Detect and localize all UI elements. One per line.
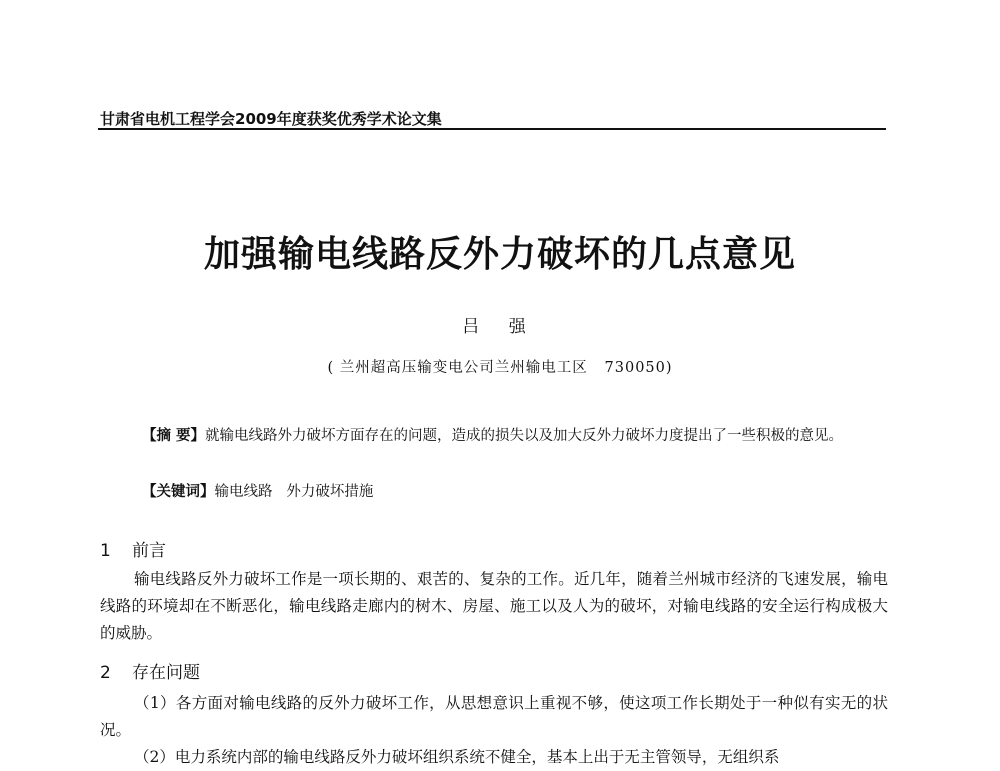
paragraph: 输电线路反外力破坏工作是一项长期的、艰苦的、复杂的工作。近几年，随着兰州城市经济的飞速发展，输电线路的环境却在不断恶化，输电线路走廊内的树木、房屋、施工以及人为的破坏，对输电线路的安全运行构成极大的威胁。 — [100, 570, 888, 642]
header-rule — [98, 128, 886, 130]
abstract-text: 就输电线路外力破坏方面存在的问题，造成的损失以及加大反外力破坏力度提出了一些积极的意见。 — [205, 428, 844, 444]
affiliation: ( 兰州超高压输变电公司兰州输电工区 730050) — [327, 360, 673, 376]
section-number: 1 — [100, 541, 111, 561]
section-heading — [100, 658, 200, 683]
section-heading — [100, 536, 166, 561]
abstract — [100, 424, 890, 449]
paper-title: 加强输电线路反外力破坏的几点意见 — [203, 234, 796, 275]
abstract-label: 【摘 要】 — [142, 428, 206, 444]
running-header: 甘肃省电机工程学会2009年度获奖优秀学术论文集 — [100, 110, 442, 128]
paragraph: （2）电力系统内部的输电线路反外力破坏组织系统不健全，基本上出于无主管领导，无组织系 — [134, 748, 780, 766]
keywords-label: 【关键词】 — [142, 484, 215, 500]
section-number: 2 — [100, 663, 111, 683]
section-title: 存在问题 — [132, 663, 200, 683]
author: 吕 强 — [462, 317, 538, 337]
section-title: 前言 — [132, 541, 166, 561]
keywords — [142, 480, 373, 505]
paragraph: （1）各方面对输电线路的反外力破坏工作，从思想意识上重视不够，使这项工作长期处于一种似有实无的状况。 — [100, 694, 888, 739]
keywords-text: 输电线路 外力破坏措施 — [214, 484, 374, 500]
